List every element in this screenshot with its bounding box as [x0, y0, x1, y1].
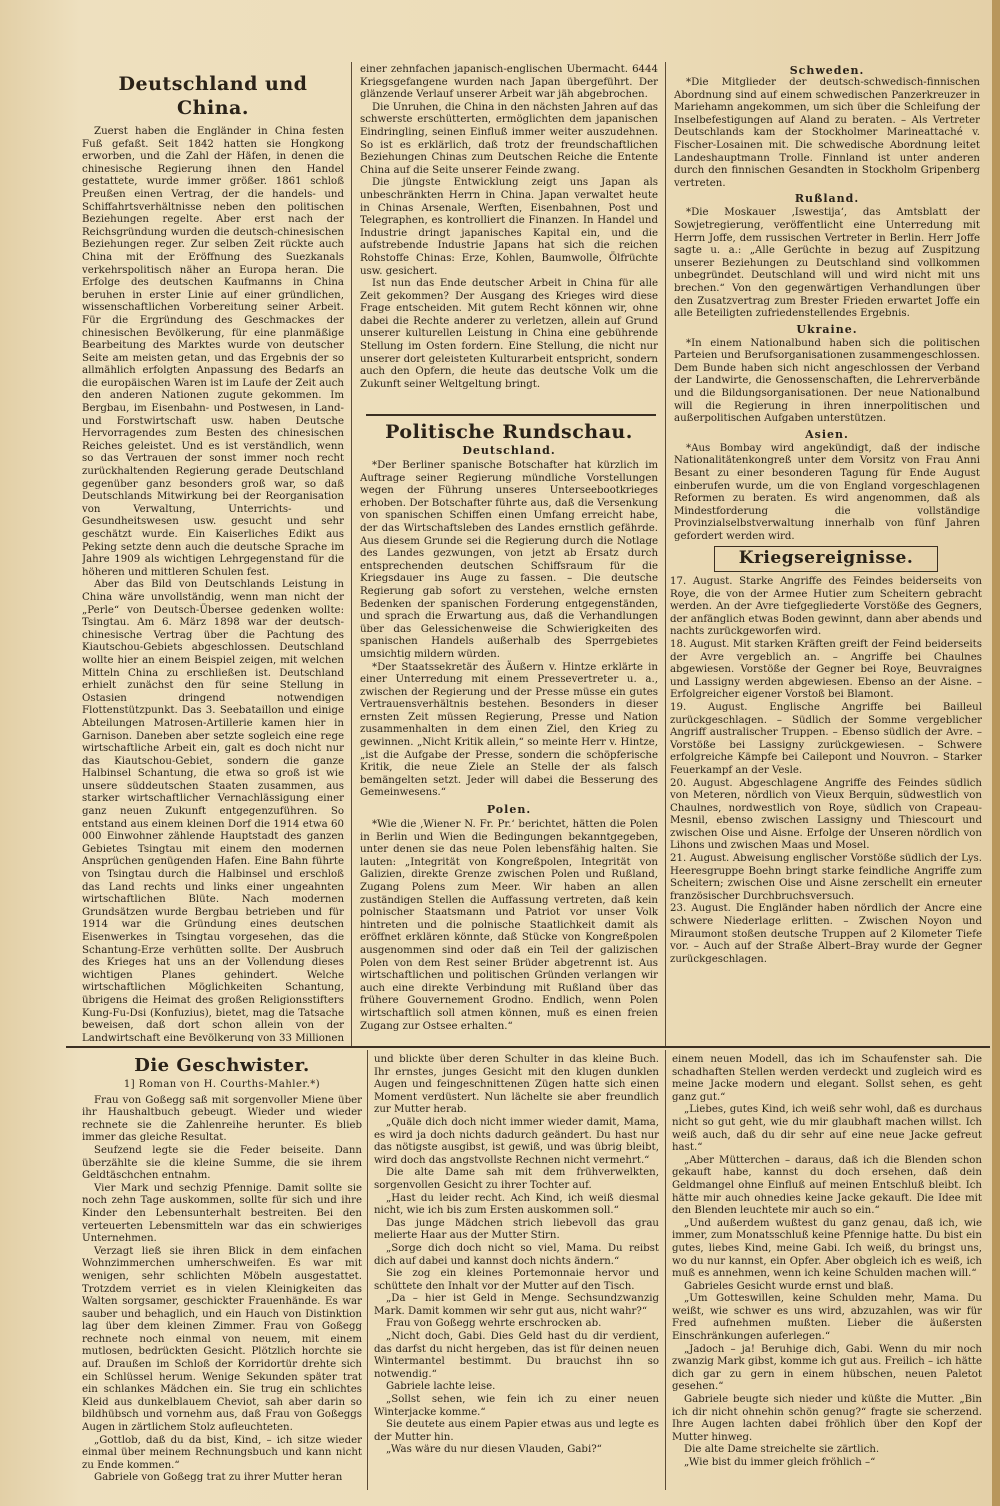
paragraph: Das junge Mädchen strich liebevoll das grau melierte Haar aus der Mutter Stirn.	[374, 1217, 659, 1242]
paragraph: Seufzend legte sie die Feder beiseite. Dann überzählte sie die kleine Summe, die sie ihrem Geldtäschchen entnahm.	[82, 1144, 362, 1182]
article-title: Deutschland und China.	[118, 73, 308, 119]
paragraph: einem neuen Modell, das ich im Schaufenster sah. Die schadhaften Stellen werden verdeckt und zugleich wird es meine Jacke modern und elegant. Sollst sehen, es geht ganz gut.“	[672, 1054, 982, 1103]
war-entry: 17. August. Starke Angriffe des Feindes beiderseits von Roye, die von der Armee Hutier zum Scheitern gebracht werden. An der Avre tiefgegliederte Vorstöße des Gegners, der anfänglich etwas Boden gewinnt, dann aber abends und nachts zurückgeworfen wird.	[670, 576, 982, 638]
column-rule	[665, 1050, 666, 1490]
article-rule	[366, 414, 656, 416]
paragraph: „Nicht doch, Gabi. Dies Geld hast du dir verdient, das darfst du nicht hergeben, das ist für deinen neuen Wintermantel bestimmt. Du brauchst ihn so notwendig.“	[374, 1331, 659, 1380]
paragraph: Sie deutete aus einem Papier etwas aus und legte es der Mutter hin.	[374, 1419, 659, 1443]
paragraph: „Und außerdem wußtest du ganz genau, daß ich, wie immer, zum Monatsschluß keine Pfennige hatte. Du bist ein gutes, liebes Kind, meine Gabi. Ich weiß, du bringst uns, wo du nur kannst, ein Opfer. Aber obgleich ich es weiß, ich muß es annehmen, wenn ich keine Schulden machen will.“	[672, 1217, 982, 1280]
paragraph: „Da – hier ist Geld in Menge. Sechsundzwanzig Mark. Damit kommen wir sehr gut aus, nicht wahr?“	[374, 1293, 659, 1317]
paragraph: Gabriele lachte leise.	[386, 1381, 496, 1393]
article-china-col1	[82, 72, 344, 1042]
paragraph: *Der Berliner spanische Botschafter hat kürzlich im Auftrage seiner Regierung mündliche Vorstellungen wegen der Führung unseres Unterseebootkrieges erhoben. Der Botschafter führte aus, daß die Versenkung von spanischen Schiffen einen Umfang erreicht habe, der das Wirtschaftsleben des Landes ernstlich gefährde. Aus diesem Grunde sei die Regierung durch die Notlage des Landes gezwungen, von jetzt ab Ersatz durch entsprechenden deutschen Schiffsraum für die Kriegsdauer ins Auge zu fassen. – Die deutsche Regierung gab sofort zu verstehen, welche ernsten Bedenken der spanischen Forderung entgegenständen, und sprach die Erwartung aus, daß die Verhandlungen über das Gelessichenweise die Schwierigkeiten des spanischen Handels außerhalb des Sperrgebietes umsichtig mildern würden.	[360, 460, 658, 660]
paragraph: „Um Gotteswillen, keine Schulden mehr, Mama. Du weißt, wie schwer es uns wird, abzuzahlen, was wir für Fred aufnehmen mußten. Lieber die äußersten Einschränkungen auferlegen.“	[672, 1293, 982, 1343]
section-heading: Deutschland.	[462, 444, 556, 457]
section-heading: Schweden.	[789, 64, 865, 77]
paragraph: Frau von Goßegg saß mit sorgenvoller Miene über ihr Haushaltbuch gebeugt. Wieder und wieder rechnete sie die Zahlenreihe herunter. Es blieb immer das gleiche Resultat.	[82, 1094, 362, 1144]
paragraph: Die alte Dame streichelte sie zärtlich.	[684, 1444, 880, 1456]
war-entry: 19. August. Englische Angriffe bei Bailleul zurückgeschlagen. – Südlich der Somme vergeblicher Angriff australischer Truppen. – Ebenso südlich der Avre. – Vorstöße bei Lassigny zurückgewiesen. – Schwere erfolgreiche Kämpfe bei Cailepont und Nouvron. – Starker Feuerkampf an der Vesle.	[670, 701, 982, 776]
paragraph: „Sorge dich doch nicht so viel, Mama. Du reibst dich auf dabei und kannst doch nichts ändern.“	[374, 1242, 659, 1267]
paragraph: Die alte Dame sah mit dem frühverwelkten, sorgenvollen Gesicht zu ihrer Tochter auf.	[374, 1167, 659, 1191]
paragraph: „Hast du leider recht. Ach Kind, ich weiß diesmal nicht, wie ich bis zum Ersten auskommen soll.“	[374, 1192, 659, 1217]
section-heading: Ukraine.	[796, 322, 858, 336]
column-rule	[665, 62, 666, 1046]
war-entry: 21. August. Abweisung englischer Vorstöße südlich der Lys. Heeresgruppe Boehn bringt starke feindliche Angriffe zum Scheitern; zwischen Oise und Aisne zerschellt ein erneuter französischer Durchbruchsversuch.	[670, 853, 982, 902]
paragraph: Sie zog ein kleines Portemonnaie hervor und schüttete den Inhalt vor der Mutter auf den Tisch.	[374, 1268, 659, 1292]
section-heading: Polen.	[486, 803, 532, 817]
paragraph: Aber das Bild von Deutschlands Leistung in China wäre unvollständig, wenn man nicht der „Perle“ von Deutsch-Übersee gedenken wollte: Tsingtau. Am 6. März 1898 war der deutsch-chinesische Vertrag über die Pachtung des Kiautschou-Gebiets abgeschlossen. Deutschland wollte hier an einem Beispiel zeigen, mit welchen Mitteln China zu erschließen ist. Deutschland erhielt zunächst den für seine Stellung in Ostasien dringend notwendigen Flottenstützpunkt. Das 3. Seebataillon und einige Abteilungen Matrosen-Artillerie kamen hier in Garnison. Daneben aber setzte sogleich eine rege wirtschaftliche Arbeit ein, galt es doch nicht nur das Kiautschou-Gebiet, sondern die ganze Halbinsel Schantung, die etwa so groß ist wie unsere süddeutschen Staaten zusammen, aus starker wirtschaftlicher Vernachlässigung einer ganz neuen Zukunft entgegenzuführen. So entstand aus einem kleinen Dorf die 1914 etwa 60 000 Einwohner zählende Hauptstadt des ganzen Gebietes Tsingtau mit einem den modernen Ansprüchen genügenden Hafen. Eine Bahn führte von Tsingtau durch die Halbinsel und erschloß das Land rechts und links einer ungeahnten wirtschaftlichen Blüte. Nach modernen Grundsätzen wurde Bergbau betrieben und für 1914 war die Gründung eines deutschen Eisenwerkes in Tsingtau vorgesehen, das die Schantung-Erze verhütten sollte. Der Ausbruch des Krieges hat uns an der Vollendung dieses wichtigen Planes gehindert. Welche wirtschaftlichen Möglichkeiten Schantung, übrigens die Heimat des großen Religionsstifters Kung-Fu-Dsi (Konfuzius), bietet, mag die Tatsache beweisen, daß dort schon allein von der Landwirtschaft eine Bevölkerung von 33 Millionen	[82, 579, 344, 1042]
paragraph: *In einem Nationalbund haben sich die politischen Parteien und Berufsorganisationen zusammengeschlossen. Dem Bunde haben sich nicht angeschlossen der Verband der Landwirte, die Genossenschaften, die Lehrerverbände und die Bildungsorganisationen. Der neue Nationalbund will die Regierung in ihren innerpolitischen und außerpolitischen Aufgaben unterstützen.	[674, 337, 980, 425]
paragraph: *Aus Bombay wird angekündigt, daß der indische Nationalitätenkongreß unter dem Vorsitz von Frau Anni Besant zu einer besonderen Tagung für Ende August einberufen wurde, um die von England vorgeschlagenen Reformen zu beraten. Es wird angenommen, daß als Mindestforderung die vollständige Provinzialselbstverwaltung innerhalb von fünf Jahren gefordert werden wird.	[674, 442, 980, 542]
serial-novel-col3	[672, 1054, 982, 1490]
paragraph: Ist nun das Ende deutscher Arbeit in China für alle Zeit gekommen? Der Ausgang des Krieges wird diese Frage entscheiden. Mit gutem Recht können wir, ohne dabei die Rechte anderer zu verletzen, allein auf Grund unserer kulturellen Leistung in China eine gebührende Stellung im Osten fordern. Eine Stellung, die nicht nur unserer dort geleisteten Kulturarbeit entspricht, sondern auch den Opfern, die heute das deutsche Volk um die Zukunft seiner Weltgeltung bringt.	[360, 278, 658, 390]
paragraph: Vier Mark und sechzig Pfennige. Damit sollte sie noch zehn Tage auskommen, sollte für sich und ihre Kinder den Lebensunterhalt bestreiten. Bei den verteuerten Lebensmitteln war das ein schwieriges Unternehmen.	[82, 1182, 362, 1245]
article-ausland	[674, 64, 980, 542]
paragraph: Frau von Goßegg wehrte erschrocken ab.	[386, 1318, 602, 1330]
article-title: Politische Rundschau.	[385, 421, 633, 443]
column-rule	[367, 1050, 368, 1490]
paragraph: „Wie bist du immer gleich fröhlich –“	[684, 1457, 876, 1468]
paragraph: „Gottlob, daß du da bist, Kind, – ich sitze wieder einmal über meinem Rechnungsbuch und kann nicht zu Ende kommen.“	[82, 1434, 362, 1471]
novel-byline: 1] Roman von H. Courths-Mahler.*)	[123, 1079, 321, 1090]
paragraph: Zuerst haben die Engländer in China festen Fuß gefaßt. Seit 1842 hatten sie Hongkong erworben, und die Zahl der Häfen, in denen die chinesische Regierung ihnen den Handel gestattete, wurde immer größer. 1861 schloß Preußen einen Vertrag, der die handels- und Schiffahrtsverhältnisse neben den politischen Beziehungen regelte. Aber erst nach der Reichsgründung wurden die deutsch-chinesischen Beziehungen reger. Zur selben Zeit rückte auch China mit der Eröffnung des Suezkanals verkehrspolitisch näher an Europa heran. Die Erfolge des deutschen Kaufmanns in China beruhen in erster Linie auf einer gründlichen, wissenschaftlichen Vorbereitung seiner Arbeit. Für die Ergründung des Geschmackes der chinesischen Bevölkerung, für eine planmäßige Bearbeitung des Marktes wurde von deutscher Seite am meisten getan, und das Ergebnis der so allmählich erfolgten Anpassung des Bedarfs an die europäischen Waren ist im Laufe der Zeit auch den anderen Nationen zugute gekommen. Im Bergbau, im Eisenbahn- und Postwesen, in Land- und Forstwirtschaft usw. haben Deutsche Hervorragendes zum Besten des chinesischen Reiches geleistet. Und es ist verständlich, wenn so das Vertrauen der sonst immer noch recht zurückhaltenden Regierung gerade Deutschland gegenüber ganz besonders groß war, so daß Deutschlands Mitwirkung bei der Reorganisation von Verwaltung, Unterrichts- und Gesundheitswesen usw. gesucht und sehr geschätzt wurde. Ein Kaiserliches Edikt aus Peking setzte denn auch die deutsche Sprache im Jahre 1909 als wichtigen Lehrgegenstand für die höheren und mittleren Schulen fest.	[82, 126, 344, 578]
war-entry: 23. August. Die Engländer haben nördlich der Ancre eine schwere Niederlage erlitten. – Zwischen Noyon und Miraumont stoßen deutsche Truppen auf 2 Kilometer Tiefe vor. – Auch auf der Straße Albert–Bray wurde der Gegner zurückgeschlagen.	[670, 903, 982, 965]
page-edge	[992, 0, 1000, 1506]
article-krieg	[670, 548, 982, 1042]
paragraph: „Liebes, gutes Kind, ich weiß sehr wohl, daß es durchaus nicht so gut geht, wie du mir glaubhaft machen willst. Ich weiß auch, daß du dir sehr auf eine neue Jacke gefreut hast.“	[672, 1104, 982, 1154]
war-entry: 18. August. Mit starken Kräften greift der Feind beiderseits der Avre vergeblich an. – Angriffe bei Chaulnes abgewiesen. Vorstöße der Gegner bei Roye, Beuvraignes und Lassigny werden abgewiesen. Ebenso an der Aisne. – Erfolgreicher eigener Vorstoß bei Blamont.	[670, 638, 982, 701]
paragraph: *Die Moskauer ‚Iswestija‘, das Amtsblatt der Sowjetregierung, veröffentlicht eine Unterredung mit Herrn Joffe, dem russischen Vertreter in Berlin. Herr Joffe sagte u. a.: „Alle Gerüchte in bezug auf Zuspitzung unserer Beziehungen zu Deutschland sind vollkommen unbegründet. Deutschland will und wird nicht mit uns brechen.“ Von den gegenwärtigen Verhandlungen über den Zusatzvertrag zum Brester Frieden erwartet Joffe ein alle Beteiligten zufriedenstellendes Ergebnis.	[674, 207, 980, 320]
section-heading: Rußland.	[794, 192, 860, 206]
paragraph: „Jadoch – ja! Beruhige dich, Gabi. Wenn du mir noch zwanzig Mark gibst, komme ich gut aus. Freilich – ich hätte dich gar zu gern in einem hübschen, neuen Paletot gesehen.“	[672, 1343, 982, 1393]
article-china-col2	[360, 64, 658, 412]
section-rule	[66, 1046, 990, 1048]
article-rundschau	[360, 420, 658, 1042]
paragraph: Gabriele von Goßegg trat zu ihrer Mutter heran	[94, 1472, 343, 1484]
paragraph: Die jüngste Entwicklung zeigt uns Japan als unbeschränkten Herrn in China. Japan verwaltet heute in Chinas Arsenale, Werften, Eisenbahnen, Post und Telegraphen, es kontrolliert die Finanzen. In Handel und Industrie dringt japanisches Kapital ein, und die aufstrebende Industrie Japans hat sich die reichen Rohstoffe Chinas: Erze, Kohlen, Baumwolle, Ölfrüchte usw. gesichert.	[360, 177, 658, 277]
article-title: Kriegsereignisse.	[738, 548, 914, 568]
paragraph: Die Unruhen, die China in den nächsten Jahren auf das schwerste erschütterten, ermöglichten dem japanischen Eindringling, seinen Einfluß immer weiter auszudehnen. So ist es erklärlich, daß trotz der freundschaftlichen Beziehungen Chinas zum Deutschen Reiche die Entente China auf die Seite unserer Feinde zwang.	[360, 101, 658, 176]
paragraph: „Aber Mütterchen – daraus, daß ich die Blenden schon gekauft habe, kannst du doch ersehen, daß dein Geldmangel ohne Einfluß auf meinen Entschluß bleibt. Ich hätte mir auch ohnedies keine Jacke gekauft. Die Idee mit den Blenden leuchtete mir auch so ein.“	[672, 1154, 982, 1217]
novel-title: Die Geschwister.	[134, 1055, 310, 1076]
section-heading: Asien.	[805, 427, 849, 441]
paragraph: Gabriele beugte sich nieder und küßte die Mutter. „Bin ich dir nicht ohnehin schön genug?“ fragte sie scherzend. Ihre Augen lachten dabei fröhlich über den Kopf der Mutter hinweg.	[672, 1394, 982, 1443]
paragraph: *Der Staatssekretär des Äußern v. Hintze erklärte in einer Unterredung mit einem Pressevertreter u. a., zwischen der Regierung und der Presse müsse ein gutes Vertrauensverhältnis bestehen. Besonders in dieser ernsten Zeit müssen Regierung, Presse und Nation zusammenhalten in dem einen Ziel, den Krieg zu gewinnen. „Nicht Kritik allein,“ so meinte Herr v. Hintze, „ist die Aufgabe der Presse, sondern die schöpferische Kritik, die neue Ziele an Stelle der als falsch bemängelten setzt. Jeder will dabei die Besserung des Gemeinwesens.“	[360, 661, 658, 799]
serial-novel-col1	[82, 1054, 362, 1490]
paragraph: „Sollst sehen, wie fein ich zu einer neuen Winterjacke komme.“	[374, 1394, 659, 1418]
paragraph: *Die Mitglieder der deutsch-schwedisch-finnischen Abordnung sind auf einem schwedischen Panzerkreuzer in Mariehamn angekommen, um sich über die Schleifung der Inselbefestigungen auf Aland zu beraten. – Als Vertreter Deutschlands kam der Stockholmer Marineattaché v. Fischer-Losainen mit. Die schwedische Abordnung leitet Landeshauptmann Trolle. Finnland ist unter anderen durch den finnischen Gesandten in Stockholm Gripenberg vertreten.	[674, 77, 980, 189]
column-rule	[351, 62, 352, 1046]
war-entry: 20. August. Abgeschlagene Angriffe des Feindes südlich von Meteren, nördlich von Vieux Berquin, südwestlich von Chaulnes, nordwestlich von Roye, südlich von Crapeau-Mesnil, ebenso zwischen Lassigny und Thiescourt und zwischen Oise und Aisne. Erfolge der Unseren nördlich von Lihons und zwischen Maas und Mosel.	[670, 777, 982, 852]
paragraph: Gabrieles Gesicht wurde ernst und blaß.	[684, 1280, 894, 1292]
footnote	[82, 1489, 362, 1490]
paragraph: einer zehnfachen japanisch-englischen Übermacht. 6444 Kriegsgefangene wurden nach Japan übergeführt. Der glänzende Verlauf unserer Arbeit war jäh abgebrochen.	[360, 64, 658, 101]
paragraph: Verzagt ließ sie ihren Blick in dem einfachen Wohnzimmerchen umherschweifen. Es war mit wenigen, sehr schlichten Möbeln ausgestattet. Trotzdem verriet es in vielen Kleinigkeiten das Walten sorgsamer, geschickter Frauenhände. Es war sauber und behaglich, und ein Hauch von Distinktion lag über dem kleinen Zimmer. Frau von Goßegg rechnete noch einmal von neuem, mit einem mutlosen, bedrückten Gesicht. Plötzlich horchte sie auf. Draußen im Schloß der Korridortür drehte sich ein Schlüssel herum. Wenige Sekunden später trat ein schlankes Mädchen ein. Sie trug ein schlichtes Kleid aus dunkelblauem Cheviot, sah aber darin so bildhübsch und vornehm aus, daß Frau von Goßeggs Augen in zärtlichem Stolz aufleuchteten.	[82, 1245, 362, 1434]
paragraph: *Wie die ‚Wiener N. Fr. Pr.‘ berichtet, hätten die Polen in Berlin und Wien die Bedingungen bekanntgegeben, unter denen sie das neue Polen lebensfähig halten. Sie lauten: „Integrität von Kongreßpolen, Integrität von Galizien, direkte Grenze zwischen Polen und Rußland, Zugang Polens zum Meer. Wir haben an allen zuständigen Stellen die Auffassung vertreten, daß kein polnischer Staatsmann und Patriot vor unser Volk hintreten und die polnische Staatlichkeit damit als eröffnet erklären könnte, daß Stücke von Kongreßpolen ausgenommen sind oder daß ein Teil der galizischen Polen von dem Rest seiner Brüder abgetrennt ist. Aus wirtschaftlichen und politischen Gründen verlangen wir auch eine direkte Verbindung mit Rußland über das frühere Gouvernement Grodno. Endlich, wenn Polen wirtschaftlich soll atmen können, muß es einen freien Zugang zur Ostsee erhalten.“	[360, 819, 658, 1032]
serial-novel-col2	[374, 1054, 659, 1490]
paragraph: „Was wäre du nur diesen Vlauden, Gabi?“	[386, 1444, 602, 1456]
paragraph: „Quäle dich doch nicht immer wieder damit, Mama, es wird ja doch nichts dadurch geändert. Du hast nur das nötigste ausgibst, ist gewiß, und was übrig bleibt, wird doch das angstvollste Rechnen nicht vermehrt.“	[374, 1116, 659, 1166]
paragraph: und blickte über deren Schulter in das kleine Buch. Ihr ernstes, junges Gesicht mit den klugen dunklen Augen und feingeschnittenen Zügen hatte sich einen Moment verdüstert. Nun lächelte sie aber freundlich zur Mutter herab.	[374, 1054, 659, 1116]
